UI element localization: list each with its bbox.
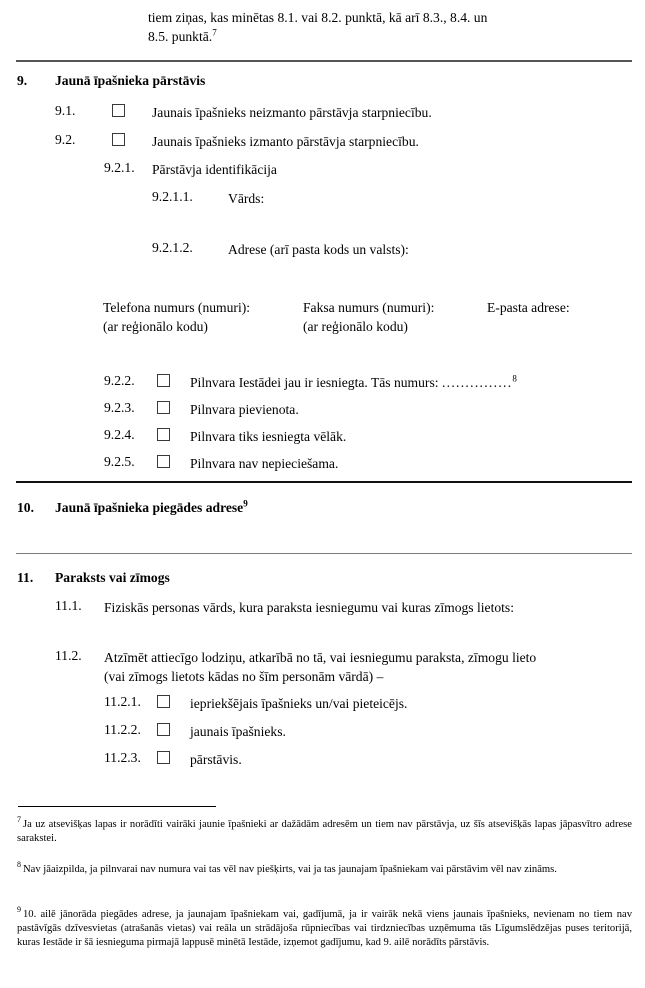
item-text-9-2: Jaunais īpašnieks izmanto pārstāvja starpniecību. [152, 134, 419, 149]
item-number-9-1: 9.1. [55, 103, 76, 118]
item-text-11-2-1: iepriekšējais īpašnieks un/vai pieteicējs. [190, 696, 408, 711]
item-text-11-2-2: jaunais īpašnieks. [190, 724, 286, 739]
section-title-9: Jaunā īpašnieka pārstāvis [55, 73, 206, 88]
section-title-10-text: Jaunā īpašnieka piegādes adrese [55, 500, 244, 515]
section-divider-10 [16, 481, 632, 483]
item-number-11-2-3: 11.2.3. [104, 750, 141, 765]
section-number-9: 9. [17, 73, 28, 88]
checkbox-9-2-4[interactable] [157, 428, 170, 441]
item-number-11-2-2: 11.2.2. [104, 722, 141, 737]
checkbox-9-2-5[interactable] [157, 455, 170, 468]
footnote-marker-8: 8 [17, 860, 21, 870]
item-number-9-2-3: 9.2.3. [104, 400, 135, 415]
contact-phone-sublabel: (ar reģionālo kodu) [103, 319, 208, 334]
item-text-11-2-line-1: Atzīmēt attiecīgo lodziņu, atkarībā no tā, vai iesniegumu paraksta, zīmogu lieto [104, 650, 537, 665]
section-title-11: Paraksts vai zīmogs [55, 570, 170, 585]
item-text-9-2-3: Pilnvara pievienota. [190, 402, 299, 417]
footnote-ref-9: 9 [243, 498, 248, 509]
item-text-9-2-2 [190, 373, 517, 392]
footnote-marker-9: 9 [17, 905, 21, 915]
item-number-9-2-5: 9.2.5. [104, 454, 135, 469]
footnote-ref-8: 8 [512, 373, 517, 384]
item-text-11-2-line-2: (vai zīmogs lietots kādas no šīm personām vārdā) – [104, 669, 384, 684]
item-number-9-2-2: 9.2.2. [104, 373, 135, 388]
section-number-10: 10. [17, 500, 34, 515]
contact-fax-sublabel: (ar reģionālo kodu) [303, 319, 408, 334]
footnote-separator [18, 806, 216, 807]
checkbox-11-2-3[interactable] [157, 751, 170, 764]
checkbox-9-2-3[interactable] [157, 401, 170, 414]
contact-fax-label: Faksa numurs (numuri): [303, 300, 435, 315]
item-number-11-2-1: 11.2.1. [104, 694, 141, 709]
footnote-text-8: Nav jāaizpilda, ja pilnvarai nav numura vai tas vēl nav piešķirts, vai ja tas jaunajam īpašniekam vai pārstāvim vēl nav zināms. [23, 864, 557, 875]
item-text-11-2-3: pārstāvis. [190, 752, 242, 767]
section-title-10 [55, 500, 248, 516]
intro-line-1: tiem ziņas, kas minētas 8.1. vai 8.2. punktā, kā arī 8.3., 8.4. un [148, 10, 488, 25]
item-text-9-2-1-2: Adrese (arī pasta kods un valsts): [228, 242, 409, 257]
item-text-11-2 [104, 648, 632, 686]
contact-column-phone [103, 298, 250, 336]
footnote-9 [17, 905, 632, 951]
footnote-8 [17, 860, 632, 877]
section-divider-11 [16, 553, 632, 554]
checkbox-9-2[interactable] [112, 133, 125, 146]
item-number-9-2: 9.2. [55, 132, 76, 147]
item-text-11-1: Fiziskās personas vārds, kura paraksta iesniegumu vai kuras zīmogs lietots: [104, 600, 514, 615]
footnote-text-7: Ja uz atsevišķas lapas ir norādīti vairāki jaunie īpašnieki ar dažādām adresēm un tiem nav pārstāvja, uz šīs atsevišķās lapas jāpasvītro adrese sarakstei. [17, 819, 632, 845]
footnote-text-9: 10. ailē jānorāda piegādes adrese, ja jaunajam īpašniekam vai, gadījumā, ja ir vairāk nekā viens jaunais īpašnieks, nevienam no tiem nav pastāvīgās dzīvesvietas (atrašanās vietas) vai reāla un strādājoša rūpniecības vai tirdzniecības uzņēmuma tās Līgumslēdzējas puses teritorijā, kuras Iestāde ir šā iesnieguma pirmajā lappusē minētā Iestāde, izņemot gadījumu, kad 9. ailē norādīts pārstāvis. [17, 909, 632, 949]
contact-column-fax [303, 298, 434, 336]
contact-phone-label: Telefona numurs (numuri): [103, 300, 251, 315]
item-number-9-2-1-2: 9.2.1.2. [152, 240, 193, 255]
footnote-ref-7: 7 [212, 27, 217, 38]
contact-column-email [487, 298, 570, 317]
section-divider-9 [16, 60, 632, 62]
checkbox-9-2-2[interactable] [157, 374, 170, 387]
item-number-9-2-1-1: 9.2.1.1. [152, 189, 193, 204]
contact-email-label: E-pasta adrese: [487, 300, 570, 315]
section-number-11: 11. [17, 570, 34, 585]
item-number-11-1: 11.1. [55, 598, 82, 613]
checkbox-9-1[interactable] [112, 104, 125, 117]
checkbox-11-2-1[interactable] [157, 695, 170, 708]
item-text-9-2-1-1: Vārds: [228, 191, 265, 206]
footnote-7 [17, 815, 632, 846]
footnote-marker-7: 7 [17, 815, 21, 825]
intro-line-2 [148, 27, 632, 46]
intro-paragraph [148, 8, 632, 46]
item-text-9-2-4: Pilnvara tiks iesniegta vēlāk. [190, 429, 347, 444]
checkbox-11-2-2[interactable] [157, 723, 170, 736]
dotted-leader-9-2-2: ............... [441, 375, 513, 390]
item-text-9-2-1: Pārstāvja identifikācija [152, 162, 277, 177]
intro-line-2-text: 8.5. punktā. [148, 29, 213, 44]
item-number-9-2-4: 9.2.4. [104, 427, 135, 442]
item-text-9-1: Jaunais īpašnieks neizmanto pārstāvja starpniecību. [152, 105, 432, 120]
item-number-9-2-1: 9.2.1. [104, 160, 135, 175]
item-text-9-2-5: Pilnvara nav nepieciešama. [190, 456, 339, 471]
item-number-11-2: 11.2. [55, 648, 82, 663]
item-text-9-2-2-label: Pilnvara Iestādei jau ir iesniegta. Tās numurs: [190, 375, 442, 390]
